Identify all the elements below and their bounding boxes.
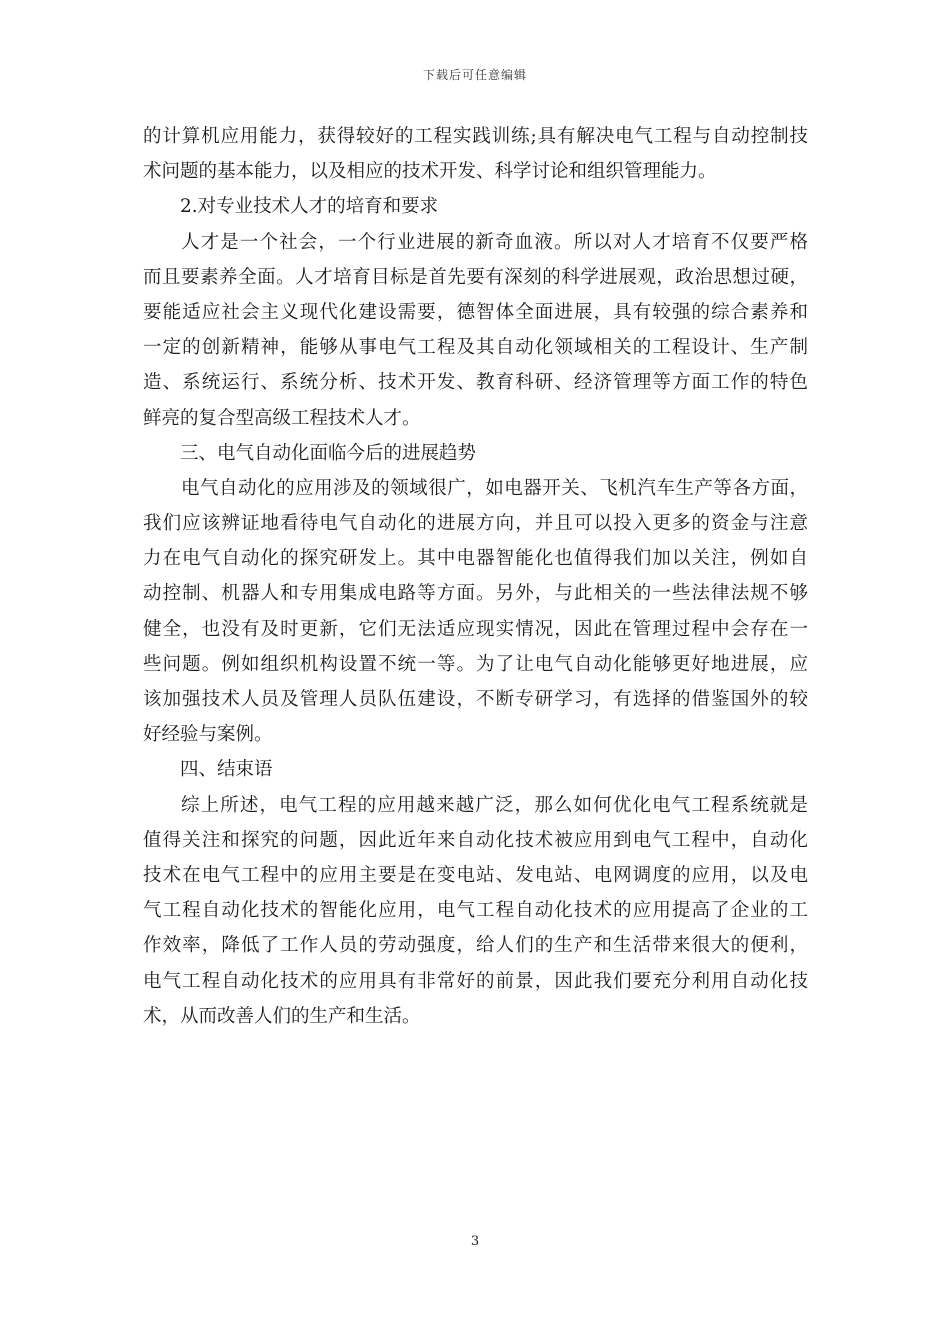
body-line: 电气工程自动化技术的应用具有非常好的前景，因此我们要充分利用自动化技 [143, 970, 808, 992]
body-line: 综上所述，电气工程的应用越来越广泛，那么如何优化电气工程系统就是 [181, 794, 808, 816]
body-line: 力在电气自动化的探究研发上。其中电器智能化也值得我们加以关注，例如自 [143, 548, 808, 570]
body-line: 一定的创新精神，能够从事电气工程及其自动化领域相关的工程设计、生产制 [143, 337, 808, 359]
body-line: 造、系统运行、系统分析、技术开发、教育科研、经济管理等方面工作的特色 [143, 372, 808, 394]
body-line: 该加强技术人员及管理人员队伍建设，不断专研学习，有选择的借鉴国外的较 [143, 689, 808, 710]
body-line: 人才是一个社会，一个行业进展的新奇血液。所以对人才培育不仅要严格 [181, 231, 808, 253]
body-line: 健全，也没有及时更新，它们无法适应现实情况，因此在管理过程中会存在一 [143, 618, 808, 640]
body-line: 术，从而改善人们的生产和生活。 [143, 1005, 421, 1027]
body-line: 要能适应社会主义现代化建设需要，德智体全面进展，具有较强的综合素养和 [143, 301, 808, 323]
document-body [143, 119, 808, 1034]
body-line: 而且要素养全面。人才培育目标是首先要有深刻的科学进展观，政治思想过硬， [143, 266, 808, 288]
section-heading: 2.对专业技术人才的培育和要求 [180, 196, 439, 218]
body-line: 的计算机应用能力，获得较好的工程实践训练;具有解决电气工程与自动控制技 [143, 126, 808, 147]
page-header-note: 下载后可任意编辑 [422, 68, 527, 82]
section-heading: 四、结束语 [180, 759, 273, 781]
body-line: 值得关注和探究的问题，因此近年来自动化技术被应用到电气工程中，自动化 [143, 829, 808, 851]
body-line: 我们应该辨证地看待电气自动化的进展方向，并且可以投入更多的资金与注意 [143, 513, 808, 535]
page-number: 3 [470, 1234, 480, 1249]
body-line: 作效率，降低了工作人员的劳动强度，给人们的生产和生活带来很大的便利， [143, 935, 808, 957]
body-line: 术问题的基本能力，以及相应的技术开发、科学讨论和组织管理能力。 [143, 161, 717, 183]
body-line: 电气自动化的应用涉及的领域很广，如电器开关、飞机汽车生产等各方面， [181, 477, 808, 499]
body-line: 些问题。例如组织机构设置不统一等。为了让电气自动化能够更好地进展，应 [143, 653, 808, 675]
body-line: 动控制、机器人和专用集成电路等方面。另外，与此相关的一些法律法规不够 [143, 583, 808, 605]
body-line: 好经验与案例。 [143, 724, 273, 746]
body-line: 气工程自动化技术的智能化应用，电气工程自动化技术的应用提高了企业的工 [143, 900, 808, 922]
body-line: 鲜亮的复合型高级工程技术人才。 [143, 407, 421, 429]
body-line: 技术在电气工程中的应用主要是在变电站、发电站、电网调度的应用，以及电 [143, 864, 808, 886]
section-heading: 三、电气自动化面临今后的进展趋势 [180, 442, 477, 464]
